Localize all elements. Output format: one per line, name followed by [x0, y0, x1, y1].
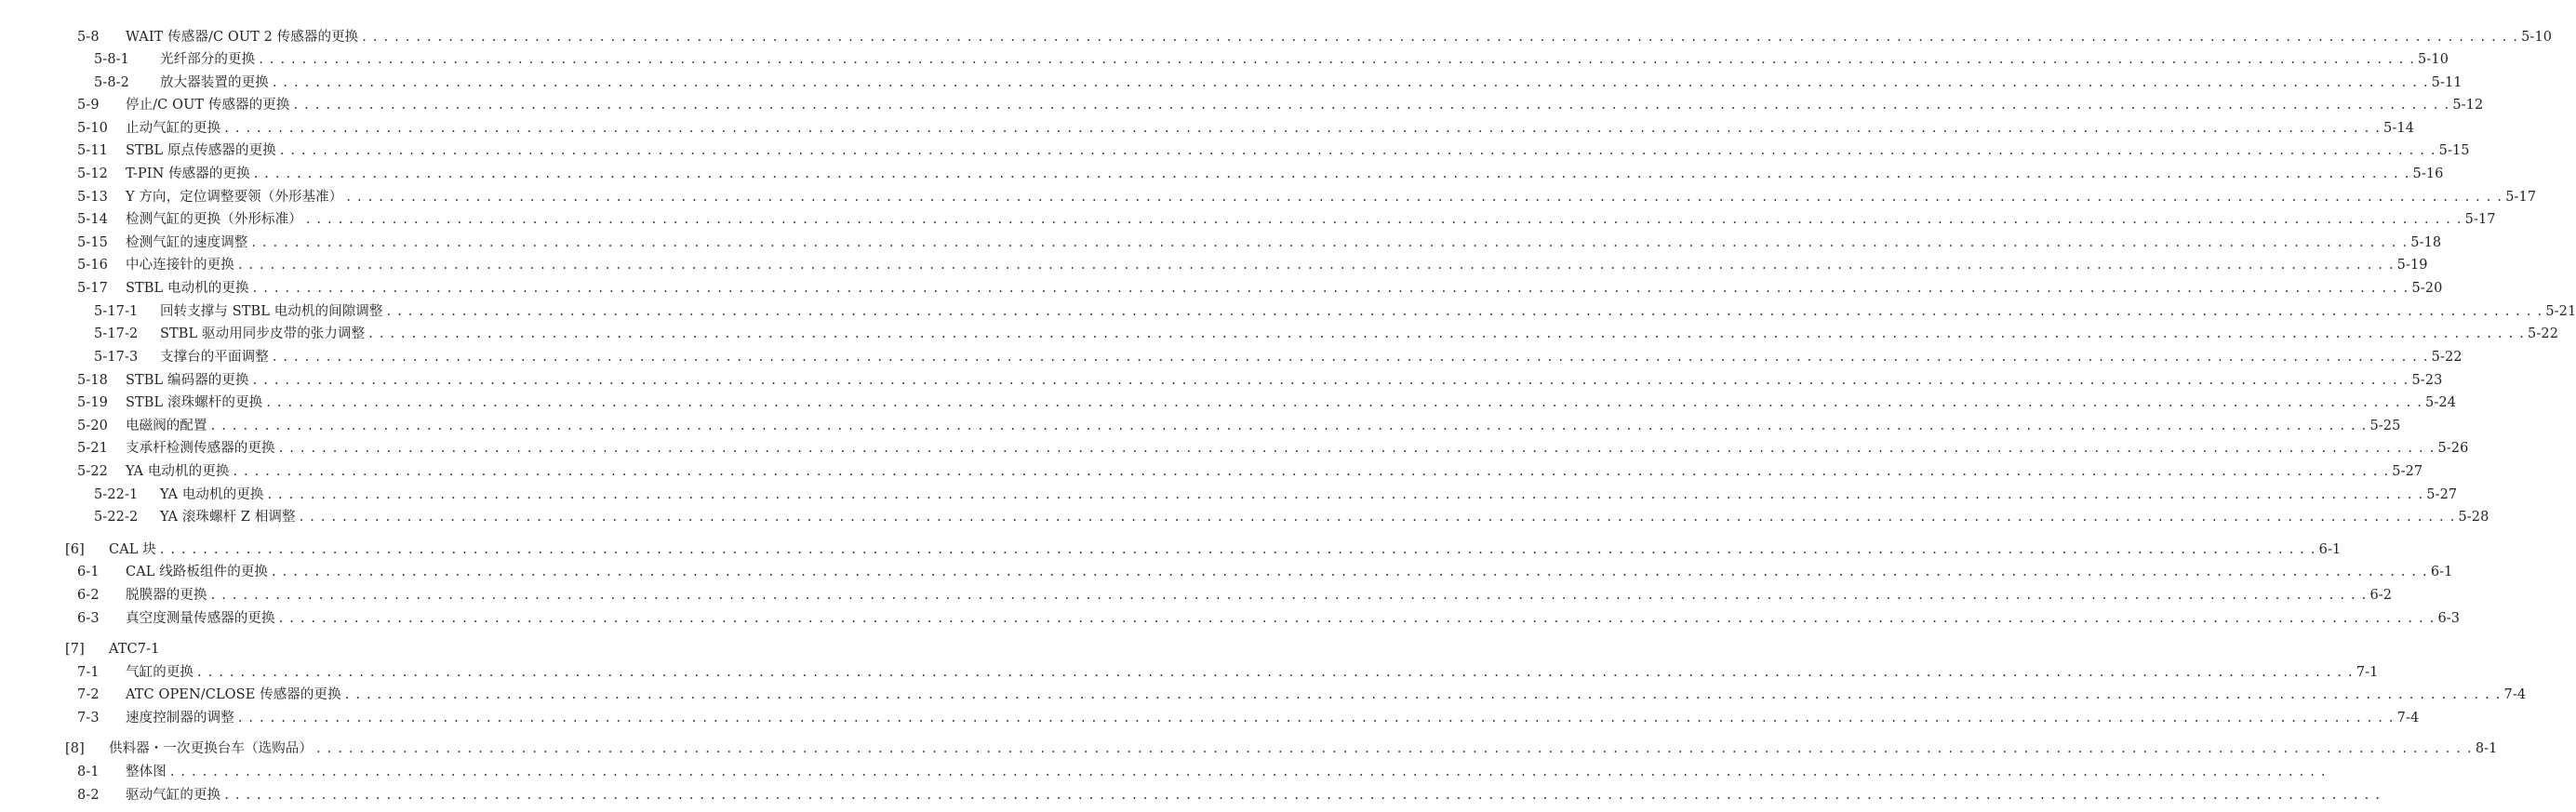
toc-entry[interactable]	[77, 761, 2327, 783]
toc-entry-number: 5-15	[77, 235, 108, 250]
toc-entry-title: 速度控制器的调整	[126, 711, 234, 725]
toc-entry-title: 支撑台的平面调整	[160, 350, 269, 365]
toc-entry-number: 8-1	[77, 765, 100, 779]
dot-leader: . . . . . . . . . . . . . . . . . . . . . . . . . . . . . . . . . . . . . . . . . . . . . . . . . . . . . . . . . . . . . . . . . . . . . . . . . . . . . . . . . . . . . . . . . . . . . . . . . . . . . . . . . . . . . . . . . . . . . . . . . . . . . . . . . . . . . . . . . . . . . . . . . . . . . . . . . . . . . . . . . . . . . . . . . . . . . . . . . . . . . . . . . . . . . . . . . . . . . . . .	[159, 542, 2316, 557]
dot-leader: . . . . . . . . . . . . . . . . . . . . . . . . . . . . . . . . . . . . . . . . . . . . . . . . . . . . . . . . . . . . . . . . . . . . . . . . . . . . . . . . . . . . . . . . . . . . . . . . . . . . . . . . . . . . . . . . . . . . . . . . . . . . . . . . . . . . . . . . . . . . . . . . . . . . . . . . . . . . . . . . . . . . . . . . . . . . . . . . . . . . . . . . . . . . . . . . . . . . . . . .	[278, 611, 2436, 626]
dot-leader: . . . . . . . . . . . . . . . . . . . . . . . . . . . . . . . . . . . . . . . . . . . . . . . . . . . . . . . . . . . . . . . . . . . . . . . . . . . . . . . . . . . . . . . . . . . . . . . . . . . . . . . . . . . . . . . . . . . . . . . . . . . . . . . . . . . . . . . . . . . . . . . . . . . . . . . . . . . . . . . . . . . . . . . . . . . . . . . . . . . . . . . . . . . . . . . . . . . . . . . .	[368, 326, 2526, 341]
dot-leader: . . . . . . . . . . . . . . . . . . . . . . . . . . . . . . . . . . . . . . . . . . . . . . . . . . . . . . . . . . . . . . . . . . . . . . . . . . . . . . . . . . . . . . . . . . . . . . . . . . . . . . . . . . . . . . . . . . . . . . . . . . . . . . . . . . . . . . . . . . . . . . . . . . . . . . . . . . . . . . . . . . . . . . . . . . . . . . . . . . . . . . . . . . . . . . . . . . . . . . . .	[197, 665, 2354, 680]
toc-entry[interactable]	[77, 392, 2457, 414]
toc-entry-title: 驱动气缸的更换	[126, 788, 221, 803]
toc-entry-page-number: 7-1	[2356, 665, 2379, 680]
toc-entry-title: 气缸的更换	[126, 665, 194, 680]
toc-entry-number: 7-3	[77, 711, 100, 725]
toc-entry-page-number: 5-21	[2545, 304, 2576, 319]
toc-entry[interactable]	[77, 140, 2470, 162]
toc-entry-title: 回转支撑与 STBL 电动机的间隙调整	[160, 304, 383, 319]
toc-entry-page-number: 5-10	[2521, 30, 2553, 45]
toc-entry-number: 5-10	[77, 121, 108, 136]
toc-entry-page-number: 5-16	[2412, 166, 2444, 181]
dot-leader: . . . . . . . . . . . . . . . . . . . . . . . . . . . . . . . . . . . . . . . . . . . . . . . . . . . . . . . . . . . . . . . . . . . . . . . . . . . . . . . . . . . . . . . . . . . . . . . . . . . . . . . . . . . . . . . . . . . . . . . . . . . . . . . . . . . . . . . . . . . . . . . . . . . . . . . . . . . . . . . . . . . . . . . . . . . . . . . . . . . . . . . . . . . . . . . . . . . . . . . .	[346, 190, 2503, 205]
toc-entry-page-number: 7-4	[2503, 687, 2527, 702]
dot-leader: . . . . . . . . . . . . . . . . . . . . . . . . . . . . . . . . . . . . . . . . . . . . . . . . . . . . . . . . . . . . . . . . . . . . . . . . . . . . . . . . . . . . . . . . . . . . . . . . . . . . . . . . . . . . . . . . . . . . . . . . . . . . . . . . . . . . . . . . . . . . . . . . . . . . . . . . . . . . . . . . . . . . . . . . . . . . . . . . . . . . . . . . . . . . . . . . . . . . . . . .	[272, 350, 2429, 365]
toc-entry[interactable]	[77, 684, 2527, 706]
toc-entry-title: 脱膜器的更换	[126, 588, 207, 603]
toc-entry[interactable]	[77, 163, 2444, 185]
dot-leader: . . . . . . . . . . . . . . . . . . . . . . . . . . . . . . . . . . . . . . . . . . . . . . . . . . . . . . . . . . . . . . . . . . . . . . . . . . . . . . . . . . . . . . . . . . . . . . . . . . . . . . . . . . . . . . . . . . . . . . . . . . . . . . . . . . . . . . . . . . . . . . . . . . . . . . . . . . . . . . . . . . . . . . . . . . . . . . . . . . . . . . . . . . . . . . . . . . . . . . . .	[237, 711, 2395, 725]
toc-entry-title: YA 滚珠螺杆 Z 相调整	[160, 510, 296, 525]
toc-entry-number: 5-8	[77, 30, 100, 45]
toc-entry-number: 5-16	[77, 258, 108, 273]
toc-entry-title: 止动气缸的更换	[126, 121, 221, 136]
toc-entry-title: YA 电动机的更换	[160, 487, 264, 502]
toc-entry-page-number: 5-17	[2464, 212, 2496, 227]
dot-leader: . . . . . . . . . . . . . . . . . . . . . . . . . . . . . . . . . . . . . . . . . . . . . . . . . . . . . . . . . . . . . . . . . . . . . . . . . . . . . . . . . . . . . . . . . . . . . . . . . . . . . . . . . . . . . . . . . . . . . . . . . . . . . . . . . . . . . . . . . . . . . . . . . . . . . . . . . . . . . . . . . . . . . . . . . . . . . . . . . . . . . . . . . . . . . . . . . . . . . . . .	[237, 258, 2395, 273]
dot-leader: . . . . . . . . . . . . . . . . . . . . . . . . . . . . . . . . . . . . . . . . . . . . . . . . . . . . . . . . . . . . . . . . . . . . . . . . . . . . . . . . . . . . . . . . . . . . . . . . . . . . . . . . . . . . . . . . . . . . . . . . . . . . . . . . . . . . . . . . . . . . . . . . . . . . . . . . . . . . . . . . . . . . . . . . . . . . . . . . . . . . . . . . . . . . . . . . . . . . . . . .	[299, 510, 2456, 525]
toc-entry[interactable]	[77, 117, 2415, 140]
toc-entry-title: CAL 线路板组件的更换	[126, 565, 269, 579]
toc-entry[interactable]	[94, 346, 2463, 368]
dot-leader: . . . . . . . . . . . . . . . . . . . . . . . . . . . . . . . . . . . . . . . . . . . . . . . . . . . . . . . . . . . . . . . . . . . . . . . . . . . . . . . . . . . . . . . . . . . . . . . . . . . . . . . . . . . . . . . . . . . . . . . . . . . . . . . . . . . . . . . . . . . . . . . . . . . . . . . . . . . . . . . . . . . . . . . . . . . . . . . . . . . . . . . . . . . . . . . . . . . . . . . .	[253, 166, 2410, 181]
toc-entry-number: 5-11	[77, 143, 108, 158]
dot-leader: . . . . . . . . . . . . . . . . . . . . . . . . . . . . . . . . . . . . . . . . . . . . . . . . . . . . . . . . . . . . . . . . . . . . . . . . . . . . . . . . . . . . . . . . . . . . . . . . . . . . . . . . . . . . . . . . . . . . . . . . . . . . . . . . . . . . . . . . . . . . . . . . . . . . . . . . . . . . . . . . . . . . . . . . . . . . . . . . . . . . . . . . . . . . . . . . . . . . . . . .	[252, 373, 2409, 388]
dot-leader: . . . . . . . . . . . . . . . . . . . . . . . . . . . . . . . . . . . . . . . . . . . . . . . . . . . . . . . . . . . . . . . . . . . . . . . . . . . . . . . . . . . . . . . . . . . . . . . . . . . . . . . . . . . . . . . . . . . . . . . . . . . . . . . . . . . . . . . . . . . . . . . . . . . . . . . . . . . . . . . . . . . . . . . . . . . . . . . . . . . . . . . . . . . . . . . . . . . . . . . .	[272, 75, 2429, 90]
toc-entry-title: 停止/C OUT 传感器的更换	[126, 98, 290, 113]
toc-entry-page-number: 5-11	[2431, 75, 2463, 90]
toc-entry-number: 5-13	[77, 190, 108, 205]
toc-entry[interactable]	[77, 607, 2461, 630]
toc-entry-number: 5-9	[77, 98, 100, 113]
dot-leader: . . . . . . . . . . . . . . . . . . . . . . . . . . . . . . . . . . . . . . . . . . . . . . . . . . . . . . . . . . . . . . . . . . . . . . . . . . . . . . . . . . . . . . . . . . . . . . . . . . . . . . . . . . . . . . . . . . . . . . . . . . . . . . . . . . . . . . . . . . . . . . . . . . . . . . . . . . . . . . . . . . . . . . . . . . . . . . . . . . . . . . . . . . . . . . . . . . . . . . . .	[272, 565, 2428, 579]
toc-entry[interactable]	[77, 460, 2423, 483]
toc-entry-number: 6-3	[77, 611, 100, 626]
toc-entry-page-number: 5-22	[2528, 326, 2559, 341]
toc-entry-page-number: 6-2	[2369, 588, 2393, 603]
toc-entry-number: 5-17-1	[94, 304, 139, 319]
toc-entry-page-number: 5-17	[2505, 190, 2537, 205]
toc-entry[interactable]	[77, 369, 2443, 392]
toc-entry-page-number: 5-25	[2369, 419, 2401, 433]
dot-leader: . . . . . . . . . . . . . . . . . . . . . . . . . . . . . . . . . . . . . . . . . . . . . . . . . . . . . . . . . . . . . . . . . . . . . . . . . . . . . . . . . . . . . . . . . . . . . . . . . . . . . . . . . . . . . . . . . . . . . . . . . . . . . . . . . . . . . . . . . . . . . . . . . . . . . . . . . . . . . . . . . . . . . . . . . . . . . . . . . . . . . . . . . . . . . . . . . . . . . . . .	[344, 687, 2502, 702]
toc-entry[interactable]	[94, 300, 2576, 323]
dot-leader: . . . . . . . . . . . . . . . . . . . . . . . . . . . . . . . . . . . . . . . . . . . . . . . . . . . . . . . . . . . . . . . . . . . . . . . . . . . . . . . . . . . . . . . . . . . . . . . . . . . . . . . . . . . . . . . . . . . . . . . . . . . . . . . . . . . . . . . . . . . . . . . . . . . . . . . . . . . . . . . . . . . . . . . . . . . . . . . . . . . . . . . . . . . . . . . . . . . . . . . .	[305, 212, 2463, 227]
toc-entry-page-number: 7-4	[2396, 711, 2420, 725]
toc-entry-title: CAL 块	[109, 542, 156, 557]
toc-entry-number: 7-1	[77, 665, 100, 680]
dot-leader: . . . . . . . . . . . . . . . . . . . . . . . . . . . . . . . . . . . . . . . . . . . . . . . . . . . . . . . . . . . . . . . . . . . . . . . . . . . . . . . . . . . . . . . . . . . . . . . . . . . . . . . . . . . . . . . . . . . . . . . . . . . . . . . . . . . . . . . . . . . . . . . . . . . . . . . . . . . . . . . . . . . . . . . . . . . . . . . . . . . . . . . . . . . . . . . . . . . . . . . .	[267, 487, 2424, 502]
toc-entry[interactable]	[77, 254, 2428, 276]
toc-entry-page-number: 8-1	[2475, 741, 2498, 756]
toc-entry-title: T-PIN 传感器的更换	[126, 166, 250, 181]
dot-leader: . . . . . . . . . . . . . . . . . . . . . . . . . . . . . . . . . . . . . . . . . . . . . . . . . . . . . . . . . . . . . . . . . . . . . . . . . . . . . . . . . . . . . . . . . . . . . . . . . . . . . . . . . . . . . . . . . . . . . . . . . . . . . . . . . . . . . . . . . . . . . . . . . . . . . . . . . . . . . . . . . . . . . . . . . . . . . . . . . . . . . . . . . . . . . . . . . . . . . . . .	[259, 52, 2416, 67]
dot-leader: . . . . . . . . . . . . . . . . . . . . . . . . . . . . . . . . . . . . . . . . . . . . . . . . . . . . . . . . . . . . . . . . . . . . . . . . . . . . . . . . . . . . . . . . . . . . . . . . . . . . . . . . . . . . . . . . . . . . . . . . . . . . . . . . . . . . . . . . . . . . . . . . . . . . . . . . . . . . . . . . . . . . . . . . . . . . . . . . . . . . . . . . . . . . . . . . . . . . . . . .	[266, 395, 2423, 410]
toc-entry-page-number: 5-27	[2392, 464, 2423, 479]
toc-entry[interactable]	[65, 638, 698, 660]
toc-entry-title: 检测气缸的更换（外形标准）	[126, 212, 302, 227]
toc-entry[interactable]	[77, 94, 2484, 116]
dot-leader: . . . . . . . . . . . . . . . . . . . . . . . . . . . . . . . . . . . . . . . . . . . . . . . . . . . . . . . . . . . . . . . . . . . . . . . . . . . . . . . . . . . . . . . . . . . . . . . . . . . . . . . . . . . . . . . . . . . . . . . . . . . . . . . . . . . . . . . . . . . . . . . . . . . . . . . . . . . . . . . . . . . . . . . . . . . . . . . . . . . . . . . . . . . . . . . . . . . . . . . .	[210, 419, 2368, 433]
dot-leader: . . . . . . . . . . . . . . . . . . . . . . . . . . . . . . . . . . . . . . . . . . . . . . . . . . . . . . . . . . . . . . . . . . . . . . . . . . . . . . . . . . . . . . . . . . . . . . . . . . . . . . . . . . . . . . . . . . . . . . . . . . . . . . . . . . . . . . . . . . . . . . . . . . . . . . . . . . . . . . . . . . . . . . . . . . . . . . . . . . . . . . . . . . . . . . . . . . . . . . . .	[210, 588, 2368, 603]
toc-entry[interactable]	[77, 661, 2379, 684]
toc-entry-title: STBL 驱动用同步皮带的张力调整	[160, 326, 366, 341]
toc-entry[interactable]	[94, 484, 2458, 506]
toc-entry-title: 中心连接针的更换	[126, 258, 234, 273]
toc-entry[interactable]	[77, 707, 2420, 729]
toc-entry-title: 放大器装置的更换	[160, 75, 269, 90]
toc-entry-number: [7]	[65, 642, 85, 657]
toc-entry[interactable]	[77, 232, 2442, 254]
toc-entry-number: 5-8-1	[94, 52, 129, 67]
toc-entry[interactable]	[77, 415, 2401, 437]
toc-entry-title: 整体图	[126, 765, 167, 779]
toc-entry[interactable]	[94, 323, 2559, 345]
toc-entry-number: 5-14	[77, 212, 108, 227]
toc-entry-title: ATC OPEN/CLOSE 传感器的更换	[126, 687, 341, 702]
toc-entry-number: [8]	[65, 741, 85, 756]
toc-entry-title: 支承杆检测传感器的更换	[126, 441, 275, 456]
toc-entry[interactable]	[77, 26, 2553, 48]
toc-entry-number: [6]	[65, 542, 85, 557]
toc-entry-number: 5-17	[77, 281, 108, 296]
toc-entry-page-number: 5-10	[2418, 52, 2449, 67]
toc-entry-title: 检测气缸的速度调整	[126, 235, 248, 250]
toc-entry[interactable]	[94, 72, 2463, 94]
dot-leader: . . . . . . . . . . . . . . . . . . . . . . . . . . . . . . . . . . . . . . . . . . . . . . . . . . . . . . . . . . . . . . . . . . . . . . . . . . . . . . . . . . . . . . . . . . . . . . . . . . . . . . . . . . . . . . . . . . . . . . . . . . . . . . . . . . . . . . . . . . . . . . . . . . . . . . . . . . . . . . . . . . . . . . . . . . . . . . . . . . . . . . . . . . . . . . . . . . . . . . . .	[252, 281, 2409, 296]
toc-entry[interactable]	[77, 277, 2443, 300]
toc-entry-number: 5-12	[77, 166, 108, 181]
toc-entry[interactable]	[94, 48, 2449, 71]
toc-entry-page-number: 5-23	[2411, 373, 2443, 388]
toc-entry-page-number: 5-22	[2431, 350, 2463, 365]
toc-entry-page-number: 6-1	[2430, 565, 2453, 579]
toc-entry-page-number: 6-3	[2437, 611, 2461, 626]
toc-entry-page-number: 5-18	[2410, 235, 2442, 250]
toc-entry-number: 5-20	[77, 419, 108, 433]
toc-entry-title: Y 方向，定位调整要领（外形基准）	[126, 190, 343, 205]
toc-entry-title: 供料器・一次更换台车（选购品）	[109, 741, 313, 756]
dot-leader: . . . . . . . . . . . . . . . . . . . . . . . . . . . . . . . . . . . . . . . . . . . . . . . . . . . . . . . . . . . . . . . . . . . . . . . . . . . . . . . . . . . . . . . . . . . . . . . . . . . . . . . . . . . . . . . . . . . . . . . . . . . . . . . . . . . . . . . . . . . . . . . . . . . . . . . . . . . . . . . . . . . . . . . . . . . . . . . . . . . . . . . . . . . . . . . . . . . . . . . .	[251, 235, 2409, 250]
toc-entry-title: 真空度测量传感器的更换	[126, 611, 275, 626]
toc-entry-number: 7-2	[77, 687, 100, 702]
toc-entry-number: 5-17-2	[94, 326, 139, 341]
toc-entry[interactable]	[77, 561, 2453, 583]
toc-entry-number: 6-2	[77, 588, 100, 603]
toc-entry-title: STBL 滚珠螺杆的更换	[126, 395, 263, 410]
dot-leader: . . . . . . . . . . . . . . . . . . . . . . . . . . . . . . . . . . . . . . . . . . . . . . . . . . . . . . . . . . . . . . . . . . . . . . . . . . . . . . . . . . . . . . . . . . . . . . . . . . . . . . . . . . . . . . . . . . . . . . . . . . . . . . . . . . . . . . . . . . . . . . . . . . . . . . . . . . . . . . . . . . . . . . . . . . . . . . . . . . . . . . . . . . . . . . . . . . . . . . . .	[233, 464, 2390, 479]
toc-entry[interactable]	[65, 539, 2342, 561]
toc-entry-title: STBL 原点传感器的更换	[126, 143, 276, 158]
toc-entry-page-number: 5-27	[2426, 487, 2458, 502]
toc-entry-title: 光纤部分的更换	[160, 52, 256, 67]
toc-entry-title: STBL 编码器的更换	[126, 373, 249, 388]
toc-entry[interactable]	[77, 437, 2469, 459]
toc-entry-number: 5-21	[77, 441, 108, 456]
toc-entry-page-number: 5-15	[2438, 143, 2470, 158]
toc-entry-number: 5-19	[77, 395, 108, 410]
toc-entry[interactable]	[77, 584, 2393, 606]
toc-entry-number: 5-18	[77, 373, 108, 388]
toc-entry-page-number: 5-28	[2458, 510, 2489, 525]
toc-entry[interactable]	[65, 738, 2498, 760]
dot-leader: . . . . . . . . . . . . . . . . . . . . . . . . . . . . . . . . . . . . . . . . . . . . . . . . . . . . . . . . . . . . . . . . . . . . . . . . . . . . . . . . . . . . . . . . . . . . . . . . . . . . . . . . . . . . . . . . . . . . . . . . . . . . . . . . . . . . . . . . . . . . . . . . . . . . . . . . . . . . . . . . . . . . . . . . . . . . . . . . . . . . . . . . . . . . . . . . . . . . . . . .	[278, 441, 2436, 456]
toc-entry-title: YA 电动机的更换	[126, 464, 230, 479]
toc-entry[interactable]	[77, 186, 2537, 208]
dot-leader: . . . . . . . . . . . . . . . . . . . . . . . . . . . . . . . . . . . . . . . . . . . . . . . . . . . . . . . . . . . . . . . . . . . . . . . . . . . . . . . . . . . . . . . . . . . . . . . . . . . . . . . . . . . . . . . . . . . . . . . . . . . . . . . . . . . . . . . . . . . . . . . . . . . . . . . . . . . . . . . . . . . . . . . . . . . . . . . . . . . . . . . . . . . . . . . . . . . . . . . .	[169, 765, 2327, 779]
toc-entry-number: 5-17-3	[94, 350, 139, 365]
toc-entry[interactable]	[77, 208, 2496, 231]
dot-leader: . . . . . . . . . . . . . . . . . . . . . . . . . . . . . . . . . . . . . . . . . . . . . . . . . . . . . . . . . . . . . . . . . . . . . . . . . . . . . . . . . . . . . . . . . . . . . . . . . . . . . . . . . . . . . . . . . . . . . . . . . . . . . . . . . . . . . . . . . . . . . . . . . . . . . . . . . . . . . . . . . . . . . . . . . . . . . . . . . . . . . . . . . . . . . . . . . . . . . . . .	[293, 98, 2450, 113]
toc-entry-title: ATC7-1	[109, 642, 160, 657]
dot-leader: . . . . . . . . . . . . . . . . . . . . . . . . . . . . . . . . . . . . . . . . . . . . . . . . . . . . . . . . . . . . . . . . . . . . . . . . . . . . . . . . . . . . . . . . . . . . . . . . . . . . . . . . . . . . . . . . . . . . . . . . . . . . . . . . . . . . . . . . . . . . . . . . . . . . . . . . . . . . . . . . . . . . . . . . . . . . . . . . . . . . . . . . . . . . . . . . . . . . . . . .	[224, 121, 2382, 136]
toc-entry-page-number: 5-24	[2425, 395, 2457, 410]
toc-entry-number: 6-1	[77, 565, 100, 579]
toc-entry-number: 5-22-2	[94, 510, 139, 525]
dot-leader: . . . . . . . . . . . . . . . . . . . . . . . . . . . . . . . . . . . . . . . . . . . . . . . . . . . . . . . . . . . . . . . . . . . . . . . . . . . . . . . . . . . . . . . . . . . . . . . . . . . . . . . . . . . . . . . . . . . . . . . . . . . . . . . . . . . . . . . . . . . . . . . . . . . . . . . . . . . . . . . . . . . . . . . . . . . . . . . . . . . . . . . . . . . . . . . . . . . . . . . .	[316, 741, 2473, 756]
toc-entry-title: STBL 电动机的更换	[126, 281, 249, 296]
toc-entry[interactable]	[94, 506, 2489, 528]
toc-entry[interactable]	[77, 784, 2382, 806]
toc-entry-page-number: 5-14	[2383, 121, 2415, 136]
toc-entry-title: WAIT 传感器/C OUT 2 传感器的更换	[126, 30, 359, 45]
dot-leader: . . . . . . . . . . . . . . . . . . . . . . . . . . . . . . . . . . . . . . . . . . . . . . . . . . . . . . . . . . . . . . . . . . . . . . . . . . . . . . . . . . . . . . . . . . . . . . . . . . . . . . . . . . . . . . . . . . . . . . . . . . . . . . . . . . . . . . . . . . . . . . . . . . . . . . . . . . . . . . . . . . . . . . . . . . . . . . . . . . . . . . . . . . . . . . . . . . . . . . . .	[362, 30, 2519, 45]
toc-entry-number: 5-8-2	[94, 75, 129, 90]
toc-entry-page-number: 5-20	[2411, 281, 2443, 296]
toc-entry-page-number: 6-1	[2318, 542, 2342, 557]
toc-entry-page-number: 5-19	[2396, 258, 2428, 273]
toc-entry-title: 电磁阀的配置	[126, 419, 207, 433]
toc-entry-number: 5-22-1	[94, 487, 139, 502]
toc-entry-page-number: 5-12	[2452, 98, 2484, 113]
dot-leader: . . . . . . . . . . . . . . . . . . . . . . . . . . . . . . . . . . . . . . . . . . . . . . . . . . . . . . . . . . . . . . . . . . . . . . . . . . . . . . . . . . . . . . . . . . . . . . . . . . . . . . . . . . . . . . . . . . . . . . . . . . . . . . . . . . . . . . . . . . . . . . . . . . . . . . . . . . . . . . . . . . . . . . . . . . . . . . . . . . . . . . . . . . . . . . . . . . . . . . . .	[224, 788, 2382, 803]
toc-entry-page-number: 5-26	[2437, 441, 2469, 456]
toc-entry-number: 8-2	[77, 788, 100, 803]
dot-leader: . . . . . . . . . . . . . . . . . . . . . . . . . . . . . . . . . . . . . . . . . . . . . . . . . . . . . . . . . . . . . . . . . . . . . . . . . . . . . . . . . . . . . . . . . . . . . . . . . . . . . . . . . . . . . . . . . . . . . . . . . . . . . . . . . . . . . . . . . . . . . . . . . . . . . . . . . . . . . . . . . . . . . . . . . . . . . . . . . . . . . . . . . . . . . . . . . . . . . . . .	[386, 304, 2543, 319]
dot-leader: . . . . . . . . . . . . . . . . . . . . . . . . . . . . . . . . . . . . . . . . . . . . . . . . . . . . . . . . . . . . . . . . . . . . . . . . . . . . . . . . . . . . . . . . . . . . . . . . . . . . . . . . . . . . . . . . . . . . . . . . . . . . . . . . . . . . . . . . . . . . . . . . . . . . . . . . . . . . . . . . . . . . . . . . . . . . . . . . . . . . . . . . . . . . . . . . . . . . . . . .	[279, 143, 2436, 158]
toc-entry-number: 5-22	[77, 464, 108, 479]
